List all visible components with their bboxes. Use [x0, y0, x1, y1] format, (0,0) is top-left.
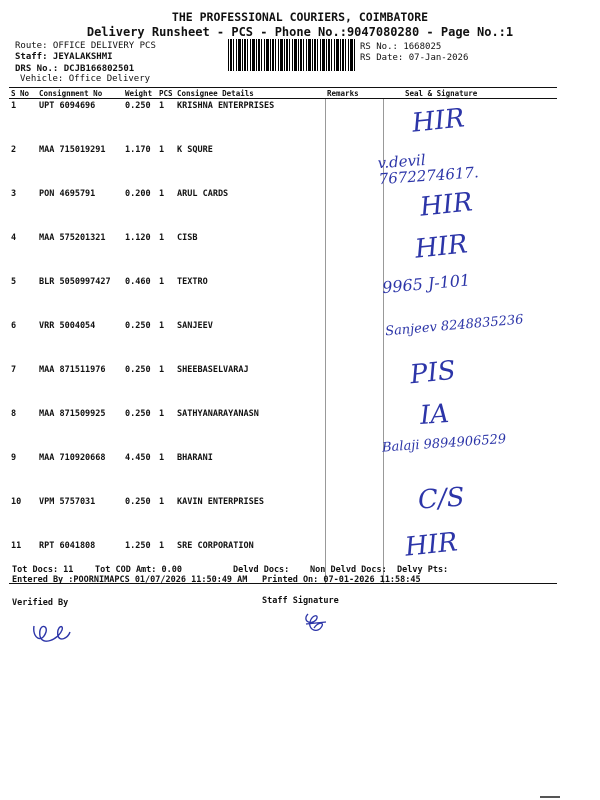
rs-number: RS No.: 1668025 — [360, 42, 442, 52]
cell-pcs: 1 — [159, 233, 165, 243]
handwritten-signature: HIR — [418, 187, 474, 223]
handwritten-signature: Balaji 9894906529 — [381, 431, 507, 456]
cell-weight: 0.250 — [125, 365, 151, 375]
rs-date: RS Date: 07-Jan-2026 — [360, 53, 469, 63]
table-row — [9, 451, 557, 495]
cell-weight: 0.250 — [125, 409, 151, 419]
runsheet-subtitle: Delivery Runsheet - PCS - Phone No.:9047080280 - Page No.:1 — [86, 25, 514, 39]
cell-weight: 1.120 — [125, 233, 151, 243]
table-header — [9, 88, 557, 99]
col-signature: Seal & Signature — [383, 88, 557, 99]
cell-consignment: PON 4695791 — [39, 189, 96, 199]
cell-consignment: RPT 6041808 — [37, 539, 123, 584]
total-docs: Tot Docs: 11 — [12, 565, 74, 575]
cell-remarks — [325, 451, 383, 495]
staff-signature-scribble — [300, 610, 330, 636]
cell-signature — [383, 231, 557, 275]
table-row — [9, 363, 557, 407]
cell-signature — [383, 451, 557, 495]
cell-weight: 0.250 — [125, 101, 151, 111]
cell-consignment: MAA 715019291 — [39, 145, 106, 155]
cell-consignee: SHEEBASELVARAJ — [177, 365, 249, 375]
entered-by: Entered By :POORNIMAPCS 01/07/2026 11:50:49 AM — [12, 575, 248, 585]
cell-remarks — [325, 363, 383, 407]
cell-pcs: 1 — [159, 321, 165, 331]
handwritten-signature: v.devil 7672274617. — [376, 150, 480, 189]
cell-consignment: MAA 710920668 — [39, 453, 106, 463]
cell-consignee: SATHYANARAYANASN — [177, 409, 259, 419]
cell-pcs: 1 — [157, 539, 175, 584]
cell-pcs: 1 — [159, 365, 165, 375]
cell-sno: 11 — [9, 539, 37, 584]
cell-sno: 9 — [11, 453, 17, 463]
cell-pcs: 1 — [159, 277, 165, 287]
cell-consignee: ARUL CARDS — [177, 189, 229, 199]
handwritten-signature: HIR — [410, 103, 466, 139]
cell-remarks — [325, 187, 383, 231]
cell-pcs: 1 — [159, 145, 165, 155]
cell-consignment: MAA 871509925 — [39, 409, 106, 419]
verified-by-label: Verified By — [12, 598, 69, 608]
cell-remarks — [325, 143, 383, 187]
cell-consignee: BHARANI — [177, 453, 213, 463]
vehicle-label: Vehicle: Office Delivery — [20, 74, 151, 84]
cell-pcs: 1 — [159, 497, 165, 507]
col-pcs: PCS — [157, 88, 175, 99]
cell-pcs: 1 — [159, 189, 165, 199]
cell-sno: 5 — [11, 277, 17, 287]
cell-weight: 0.200 — [125, 189, 151, 199]
col-remarks: Remarks — [325, 88, 383, 99]
staff-signature-label: Staff Signature — [262, 596, 339, 606]
cell-pcs: 1 — [159, 101, 165, 111]
cell-consignment: MAA 871511976 — [39, 365, 106, 375]
cell-consignment: VRR 5004054 — [39, 321, 96, 331]
cell-sno: 6 — [11, 321, 17, 331]
cell-signature — [383, 99, 557, 144]
cell-consignment: UPT 6094696 — [39, 101, 96, 111]
handwritten-signature: 9965 J-101 — [381, 270, 471, 298]
handwritten-signature: PIS — [408, 355, 458, 391]
cell-remarks — [325, 99, 383, 144]
table-row — [9, 187, 557, 231]
col-sno: S No — [9, 88, 37, 99]
printed-on: Printed On: 07-01-2026 11:58:45 — [262, 575, 421, 585]
table-row — [9, 231, 557, 275]
staff-label: Staff: JEYALAKSHMI — [15, 52, 113, 62]
delivered-docs: Delvd Docs: — [233, 565, 290, 575]
cell-sno: 10 — [11, 497, 22, 507]
cell-consignee: SANJEEV — [177, 321, 213, 331]
cell-pcs: 1 — [159, 409, 165, 419]
cell-remarks — [325, 495, 383, 539]
cell-consignee: KAVIN ENTERPRISES — [177, 497, 264, 507]
verifier-signature-scribble — [28, 618, 72, 648]
cell-pcs: 1 — [159, 453, 165, 463]
cell-sno: 2 — [11, 145, 17, 155]
col-consignee: Consignee Details — [175, 88, 325, 99]
barcode — [228, 39, 355, 71]
cell-consignee: K SQURE — [177, 145, 213, 155]
drs-number: DRS No.: DCJB166802501 — [15, 64, 135, 74]
non-delivered-docs: Non Delvd Docs: — [310, 565, 387, 575]
cell-consignment: BLR 5050997427 — [39, 277, 111, 287]
cell-remarks — [325, 231, 383, 275]
cell-consignee: TEXTRO — [177, 277, 208, 287]
handwritten-signature: C/S — [417, 482, 466, 516]
col-weight: Weight — [123, 88, 157, 99]
route-label: Route: OFFICE DELIVERY PCS — [15, 41, 156, 51]
cell-remarks — [325, 407, 383, 451]
cell-weight: 1.170 — [125, 145, 151, 155]
handwritten-signature: Sanjeev 8248835236 — [384, 312, 525, 340]
cell-remarks — [325, 319, 383, 363]
cell-consignment: VPM 5757031 — [39, 497, 96, 507]
handwritten-signature: IA — [418, 399, 451, 431]
cell-weight: 0.250 — [125, 497, 151, 507]
cell-sno: 4 — [11, 233, 17, 243]
cell-weight: 1.250 — [123, 539, 157, 584]
cell-consignee: SRE CORPORATION — [175, 539, 325, 584]
cell-sno: 7 — [11, 365, 17, 375]
handwritten-signature: HIR — [413, 229, 469, 265]
company-title: THE PROFESSIONAL COURIERS, COIMBATORE — [171, 10, 429, 24]
cell-sno: 8 — [11, 409, 17, 419]
cell-remarks — [325, 275, 383, 319]
handwritten-signature: HIR — [403, 527, 459, 563]
cell-sno: 3 — [11, 189, 17, 199]
delivery-points: Delvy Pts: — [397, 565, 449, 575]
table-row — [9, 495, 557, 539]
cell-consignee: CISB — [177, 233, 198, 243]
cell-consignment: MAA 575201321 — [39, 233, 106, 243]
cell-weight: 0.460 — [125, 277, 151, 287]
cell-weight: 0.250 — [125, 321, 151, 331]
cell-sno: 1 — [11, 101, 17, 111]
table-row — [9, 99, 557, 144]
col-consignment: Consignment No — [37, 88, 123, 99]
scan-mark — [540, 796, 560, 798]
cell-weight: 4.450 — [125, 453, 151, 463]
cell-consignee: KRISHNA ENTERPRISES — [177, 101, 275, 111]
total-cod-amount: Tot COD Amt: 0.00 — [95, 565, 182, 575]
